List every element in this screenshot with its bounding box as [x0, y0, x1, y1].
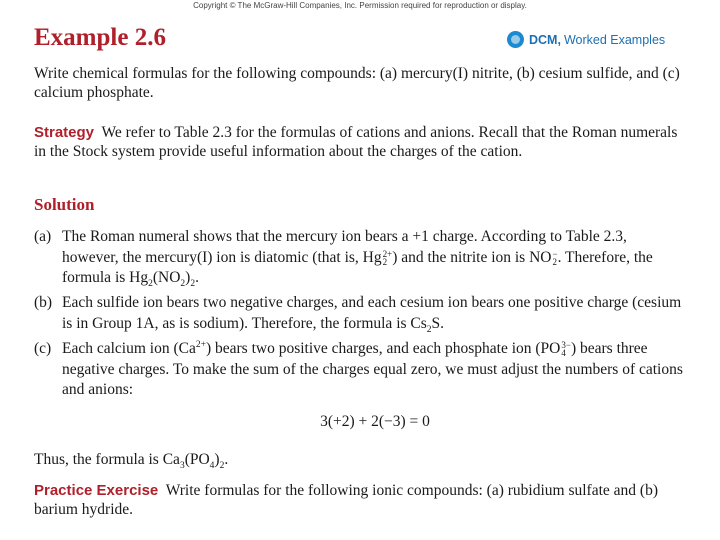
subscript: 2 — [190, 279, 196, 290]
text-run: . — [195, 269, 199, 286]
copyright-notice: Copyright © The McGraw-Hill Companies, Inc. Permission required for reproduction or display. — [193, 1, 527, 10]
charge-script — [561, 341, 571, 357]
strategy-heading: Strategy — [34, 124, 95, 141]
text-run: ) and the nitrite ion is NO — [392, 248, 552, 266]
problem-statement: Write chemical formulas for the following compounds: (a) mercury(I) nitrite, (b) cesium sulfide, and (c) calcium phosphate. — [34, 65, 680, 101]
practice-text: Write formulas for the following ionic compounds: (a) rubidium sulfate and (b) barium hydride. — [34, 482, 658, 518]
text-run: ) — [185, 269, 191, 286]
solution-heading — [34, 195, 684, 215]
worked-examples-badge[interactable] — [507, 31, 665, 48]
disc-icon — [507, 31, 524, 48]
text-run: (NO — [152, 269, 181, 286]
superscript: − — [552, 248, 558, 259]
subscript: 2 — [382, 256, 388, 267]
text-run: The Roman numeral shows that the mercury ion bears a +1 charge. According to Table 2.3, however, the mercury(I) ion is diatomic (that is, Hg — [62, 228, 627, 266]
text-run: ) bears two positive charges, and each phosphate ion (PO — [205, 340, 561, 357]
item-text — [62, 339, 684, 401]
text-run: S. — [431, 314, 445, 332]
item-text — [62, 293, 684, 334]
subscript: 2 — [148, 279, 153, 290]
text-run: . Therefore, the formula is Hg — [62, 248, 653, 286]
item-text — [62, 227, 684, 289]
subscript: 2 — [426, 324, 432, 335]
item-label: (b) — [34, 294, 53, 311]
text-run: . — [224, 451, 229, 468]
superscript: 2+ — [195, 339, 206, 350]
badge-brand: DCM, — [529, 32, 561, 47]
solution-item-b — [34, 293, 684, 334]
strategy-text: We refer to Table 2.3 for the formulas of cations and anions. Recall that the Roman numerals in the Stock system provide useful information about the charges of the cation. — [34, 124, 678, 160]
subscript: 2 — [552, 256, 557, 267]
subscript: 2 — [219, 461, 225, 472]
charge-script — [383, 250, 393, 266]
badge-label: Worked Examples — [563, 32, 666, 47]
text-run: Each calcium ion (Ca — [62, 340, 196, 357]
solution-item-a — [34, 227, 684, 289]
text-run: (PO — [184, 451, 210, 468]
item-label: (a) — [34, 228, 52, 245]
superscript: 3− — [561, 340, 571, 351]
text-run: Each sulfide ion bears two negative charges, and each cesium ion bears one positive charge (cesium is in Group 1A, as is sodium). Therefore, the formula is Cs — [62, 294, 682, 332]
subscript: 2 — [180, 279, 186, 290]
strategy-section — [34, 123, 684, 161]
solution-item-c — [34, 339, 684, 401]
solution-heading-text: Solution — [34, 195, 95, 214]
practice-exercise — [34, 481, 684, 519]
item-label: (c) — [34, 340, 52, 357]
text-run: ) — [214, 451, 220, 468]
subscript: 4 — [561, 348, 566, 359]
subscript: 3 — [179, 461, 185, 472]
text-run: Thus, the formula is Ca — [34, 451, 180, 468]
text-run: ) bears three negative charges. To make the sum of the charges equal zero, we must adjust the numbers of cations and anions: — [62, 340, 683, 398]
practice-heading: Practice Exercise — [34, 482, 159, 499]
subscript: 4 — [209, 461, 215, 472]
charge-balance-equation: 3(+2) + 2(−3) = 0 — [320, 413, 430, 430]
superscript: 2+ — [382, 248, 393, 259]
example-title: Example 2.6 — [34, 24, 166, 51]
conclusion — [34, 450, 684, 472]
